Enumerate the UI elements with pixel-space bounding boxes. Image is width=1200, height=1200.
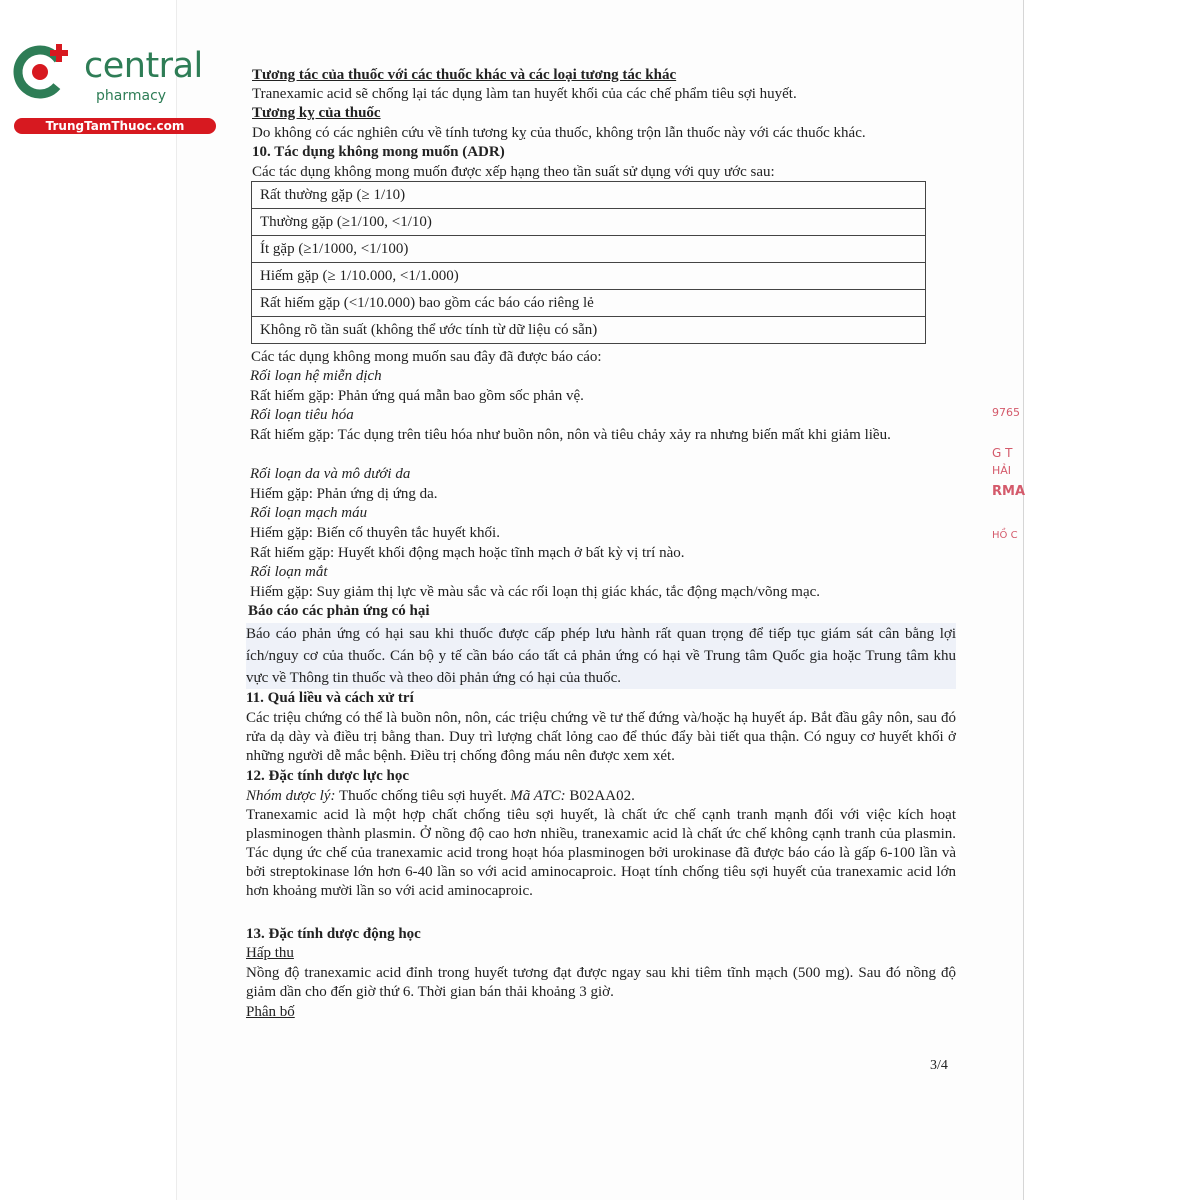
absorption-title: Hấp thu	[246, 945, 294, 961]
interactions-text: Tranexamic acid sẽ chống lại tác dụng làm tan huyết khối của các chế phẩm tiêu sợi huyết.	[252, 86, 797, 102]
group-value: Thuốc chống tiêu sợi huyết.	[339, 788, 507, 804]
distribution-title: Phân bố	[246, 1004, 295, 1020]
pharmacodynamics-text: Tranexamic acid là một hợp chất chống tiêu sợi huyết, là chất ức chế cạnh tranh mạnh đối với việc kích hoạt plasminogen thành plasmin. Ở nồng độ cao hơn nhiều, tranexamic acid là chất ức chế không cạnh tranh của plasmin. Tác dụng ức chế của tranexamic acid trong hoạt hóa plasminogen bởi urokinase đã được báo cáo là gấp 6-100 lần và bởi streptokinase lớn hơn 6-40 lần so với acid aminocaproic. Hoạt tính chống tiêu sợi huyết của tranexamic acid lớn hơn khoảng mười lần so với acid aminocaproic.	[246, 807, 956, 899]
table-row	[252, 209, 926, 236]
eye-title: Rối loạn mắt	[250, 564, 328, 580]
adr-reported: Các tác dụng không mong muốn sau đây đã được báo cáo:	[251, 349, 602, 365]
table-cell: Không rõ tần suất (không thể ước tính từ dữ liệu có sẵn)	[252, 317, 926, 344]
report-text: Báo cáo phản ứng có hại sau khi thuốc được cấp phép lưu hành rất quan trọng để tiếp tục giám sát cân bằng lợi ích/nguy cơ của thuốc. Cán bộ y tế cần báo cáo tất cả phản ứng có hại về Trung tâm Quốc gia hoặc Trung tâm khu vực về Thông tin thuốc và theo dõi phản ứng có hại của thuốc.	[246, 623, 956, 689]
stamp-text: G T	[992, 446, 1013, 460]
interactions-title: Tương tác của thuốc với các thuốc khác và các loại tương tác khác	[252, 67, 677, 83]
logo-brand-name: central	[84, 46, 203, 86]
overdose-title: 11. Quá liều và cách xử trí	[246, 690, 414, 706]
stamp-text: 9765	[992, 406, 1020, 419]
table-row	[252, 317, 926, 344]
table-row	[252, 263, 926, 290]
overdose-text: Các triệu chứng có thể là buồn nôn, nôn, các triệu chứng về tư thế đứng và/hoặc hạ huyết áp. Bắt đầu gây nôn, sau đó rửa dạ dày và điều trị bằng than. Duy trì lượng chất lỏng cao để thúc đẩy bài tiết qua thận. Có nguy cơ huyết khối ở những người dễ mắc bệnh. Điều trị chống đông máu nên được xem xét.	[246, 710, 956, 764]
group-label: Nhóm dược lý:	[246, 788, 336, 804]
pharmacodynamics-group	[246, 787, 635, 806]
adr-intro: Các tác dụng không mong muốn được xếp hạng theo tần suất sử dụng với quy ước sau:	[252, 164, 775, 180]
table-row	[252, 290, 926, 317]
table-cell: Ít gặp (≥1/1000, <1/100)	[252, 236, 926, 263]
logo-sub-name: pharmacy	[96, 88, 167, 104]
gi-text: Rất hiếm gặp: Tác dụng trên tiêu hóa như buồn nôn, nôn và tiêu chảy xảy ra nhưng biến mất khi giảm liều.	[250, 427, 891, 443]
absorption-text: Nồng độ tranexamic acid đỉnh trong huyết tương đạt được ngay sau khi tiêm tĩnh mạch (500 mg). Sau đó nồng độ giảm dần cho đến giờ thứ 6. Thời gian bán thải khoảng 3 giờ.	[246, 965, 956, 1000]
incompat-title: Tương kỵ của thuốc	[252, 105, 381, 121]
table-row	[252, 236, 926, 263]
pharmacokinetics-title: 13. Đặc tính dược động học	[246, 926, 421, 942]
vascular-title: Rối loạn mạch máu	[250, 505, 368, 521]
incompat-text: Do không có các nghiên cứu về tính tương kỵ của thuốc, không trộn lẫn thuốc này với các thuốc khác.	[252, 125, 866, 141]
adr-title: 10. Tác dụng không mong muốn (ADR)	[252, 144, 505, 160]
stamp-text: HẢI	[992, 464, 1012, 477]
immune-title: Rối loạn hệ miễn dịch	[250, 368, 382, 384]
vascular-text-1: Hiếm gặp: Biến cố thuyên tắc huyết khối.	[250, 525, 500, 541]
pharmacodynamics-title: 12. Đặc tính dược lực học	[246, 768, 409, 784]
frequency-table	[251, 181, 926, 344]
stamp-fragment	[992, 392, 1026, 562]
table-cell: Hiếm gặp (≥ 1/10.000, <1/1.000)	[252, 263, 926, 290]
immune-text: Rất hiếm gặp: Phản ứng quá mẫn bao gồm sốc phản vệ.	[250, 388, 584, 404]
table-cell: Rất hiếm gặp (<1/10.000) bao gồm các báo cáo riêng lẻ	[252, 290, 926, 317]
stamp-text: RMA	[992, 484, 1026, 499]
table-row	[252, 182, 926, 209]
skin-title: Rối loạn da và mô dưới da	[250, 466, 411, 482]
skin-text: Hiếm gặp: Phản ứng dị ứng da.	[250, 486, 438, 502]
table-cell: Rất thường gặp (≥ 1/10)	[252, 182, 926, 209]
page-number: 3/4	[930, 1058, 948, 1073]
gi-title: Rối loạn tiêu hóa	[250, 407, 354, 423]
table-cell: Thường gặp (≥1/100, <1/10)	[252, 209, 926, 236]
atc-value: B02AA02.	[569, 788, 635, 804]
atc-label: Mã ATC:	[510, 788, 566, 804]
eye-text: Hiếm gặp: Suy giảm thị lực về màu sắc và các rối loạn thị giác khác, tắc động mạch/võng mạc.	[250, 584, 821, 600]
logo-url-badge[interactable]: TrungTamThuoc.com	[14, 118, 216, 134]
report-title: Báo cáo các phản ứng có hại	[248, 603, 430, 619]
vascular-text-2: Rất hiếm gặp: Huyết khối động mạch hoặc tĩnh mạch ở bất kỳ vị trí nào.	[250, 545, 685, 561]
stamp-text: HỒ C	[992, 530, 1018, 541]
